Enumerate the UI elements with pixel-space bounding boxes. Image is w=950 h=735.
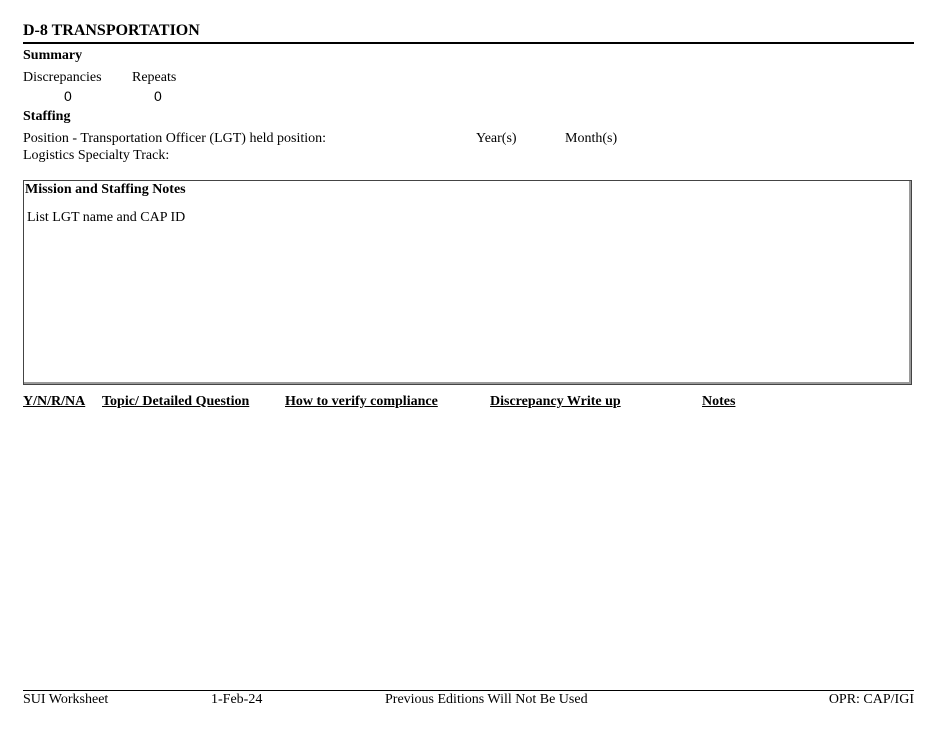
footer-divider bbox=[23, 690, 914, 691]
discrepancies-count: 0 bbox=[64, 88, 72, 104]
discrepancies-label: Discrepancies bbox=[23, 70, 102, 85]
title-divider bbox=[23, 42, 914, 44]
repeats-label: Repeats bbox=[132, 70, 177, 85]
footer-editions-notice: Previous Editions Will Not Be Used bbox=[385, 692, 588, 707]
position-label: Position - Transportation Officer (LGT) held position: bbox=[23, 131, 327, 146]
repeats-count: 0 bbox=[154, 88, 162, 104]
mission-staffing-notes-box[interactable] bbox=[23, 180, 912, 385]
notes-prompt: List LGT name and CAP ID bbox=[27, 210, 186, 225]
months-label: Month(s) bbox=[565, 131, 618, 146]
summary-heading: Summary bbox=[23, 48, 83, 63]
footer-opr: OPR: CAP/IGI bbox=[828, 692, 914, 707]
footer-form-name: SUI Worksheet bbox=[23, 692, 109, 707]
column-header-ynrna: Y/N/R/NA bbox=[23, 394, 86, 409]
footer-date: 1-Feb-24 bbox=[211, 692, 263, 707]
column-header-topic: Topic/ Detailed Question bbox=[102, 394, 250, 409]
years-label: Year(s) bbox=[476, 131, 517, 146]
column-header-discrepancy: Discrepancy Write up bbox=[490, 394, 621, 409]
staffing-heading: Staffing bbox=[23, 109, 71, 124]
column-header-verify: How to verify compliance bbox=[285, 394, 438, 409]
page-title: D-8 TRANSPORTATION bbox=[23, 22, 200, 39]
specialty-track-label: Logistics Specialty Track: bbox=[23, 148, 170, 163]
notes-heading: Mission and Staffing Notes bbox=[25, 182, 186, 197]
column-header-notes: Notes bbox=[702, 394, 736, 409]
